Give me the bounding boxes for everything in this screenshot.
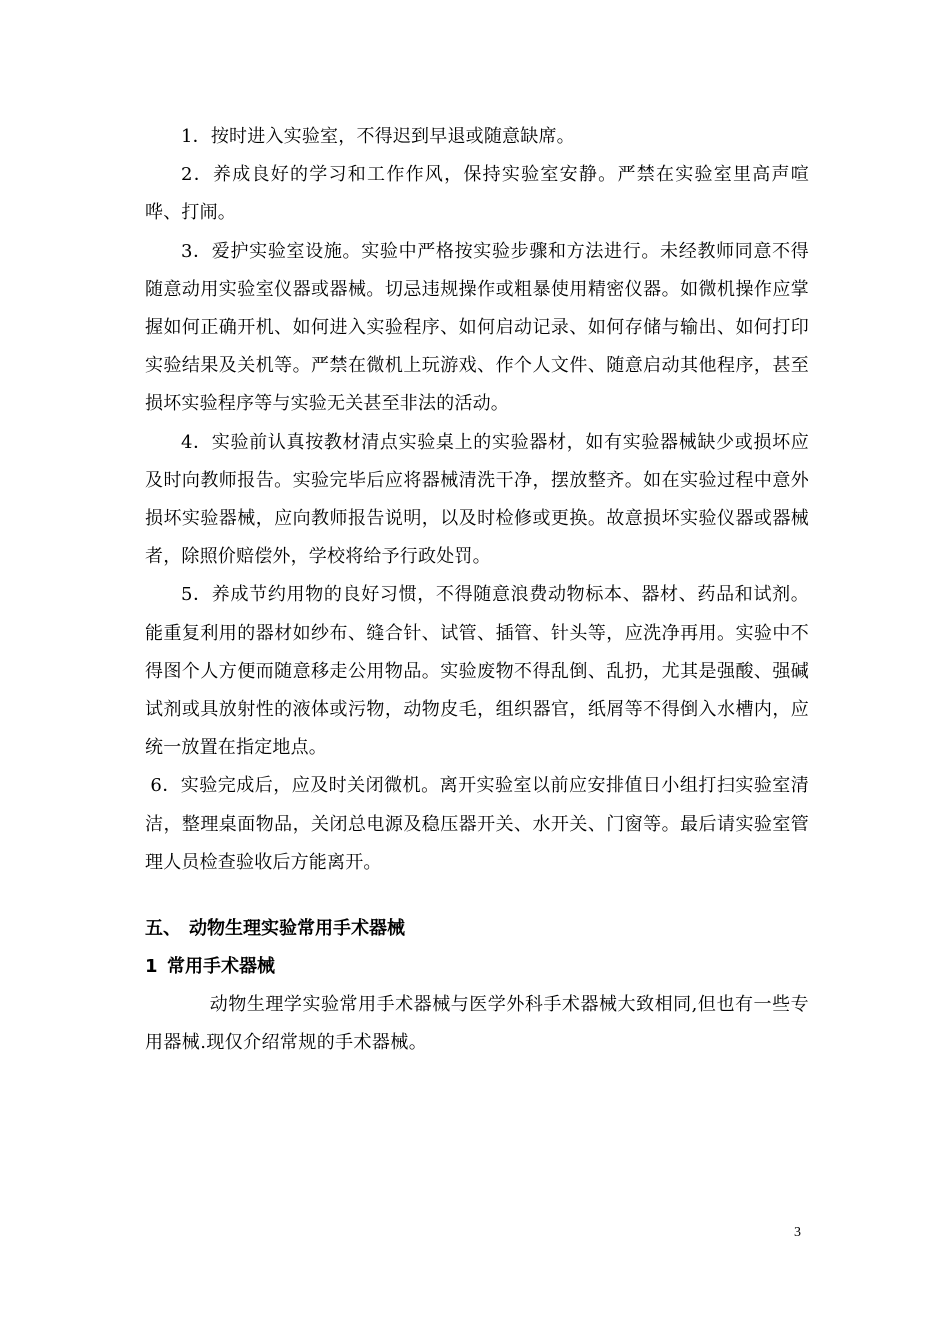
page-number: 3 [794,1225,801,1240]
section-heading [145,910,809,948]
section-spacer [145,882,809,910]
section-title: 动物生理实验常用手术器械 [189,918,405,940]
rule-paragraph-6: 6．实验完成后，应及时关闭微机。离开实验室以前应安排值日小组打扫实验室清洁，整理桌面物品，关闭总电源及稳压器开关、水开关、门窗等。最后请实验室管理人员检查验收后方能离开。 [145,775,809,873]
rule-paragraph-3: 3．爱护实验室设施。实验中严格按实验步骤和方法进行。未经教师同意不得随意动用实验室仪器或器械。切忌违规操作或粗暴使用精密仪器。如微机操作应掌握如何正确开机、如何进入实验程序、如何启动记录、如何存储与输出、如何打印实验结果及关机等。严禁在微机上玩游戏、作个人文件、随意启动其他程序，甚至损坏实验程序等与实验无关甚至非法的活动。 [145,240,809,415]
section-number: 五、 [145,918,181,940]
rule-paragraph-1: 1．按时进入实验室，不得迟到早退或随意缺席。 [181,126,575,147]
rule-paragraph-2: 2．养成良好的学习和工作作风，保持实验室安静。严禁在实验室里高声喧哗、打闹。 [145,164,809,224]
subsection-heading [145,948,809,986]
rule-paragraph-4: 4．实验前认真按教材清点实验桌上的实验器材，如有实验器械缺少或损坏应及时向教师报告。实验完毕后应将器械清洗干净，摆放整齐。如在实验过程中意外损坏实验器械，应向教师报告说明，以及时检修或更换。故意损坏实验仪器或器械者，除照价赔偿外，学校将给予行政处罚。 [145,431,809,568]
page-content [145,118,809,1062]
intro-paragraph: 动物生理学实验常用手术器械与医学外科手术器械大致相同,但也有一些专用器械.现仅介绍常规的手术器械。 [145,994,809,1054]
rule-paragraph-5: 5．养成节约用物的良好习惯，不得随意浪费动物标本、器材、药品和试剂。能重复利用的器材如纱布、缝合针、试管、插管、针头等，应洗净再用。实验中不得图个人方便而随意移走公用物品。实验废物不得乱倒、乱扔，尤其是强酸、强碱试剂或具放射性的液体或污物，动物皮毛，组织器官，纸屑等不得倒入水槽内，应统一放置在指定地点。 [145,584,809,759]
subsection-number: 1 [145,956,158,978]
subsection-title: 常用手术器械 [167,956,275,978]
